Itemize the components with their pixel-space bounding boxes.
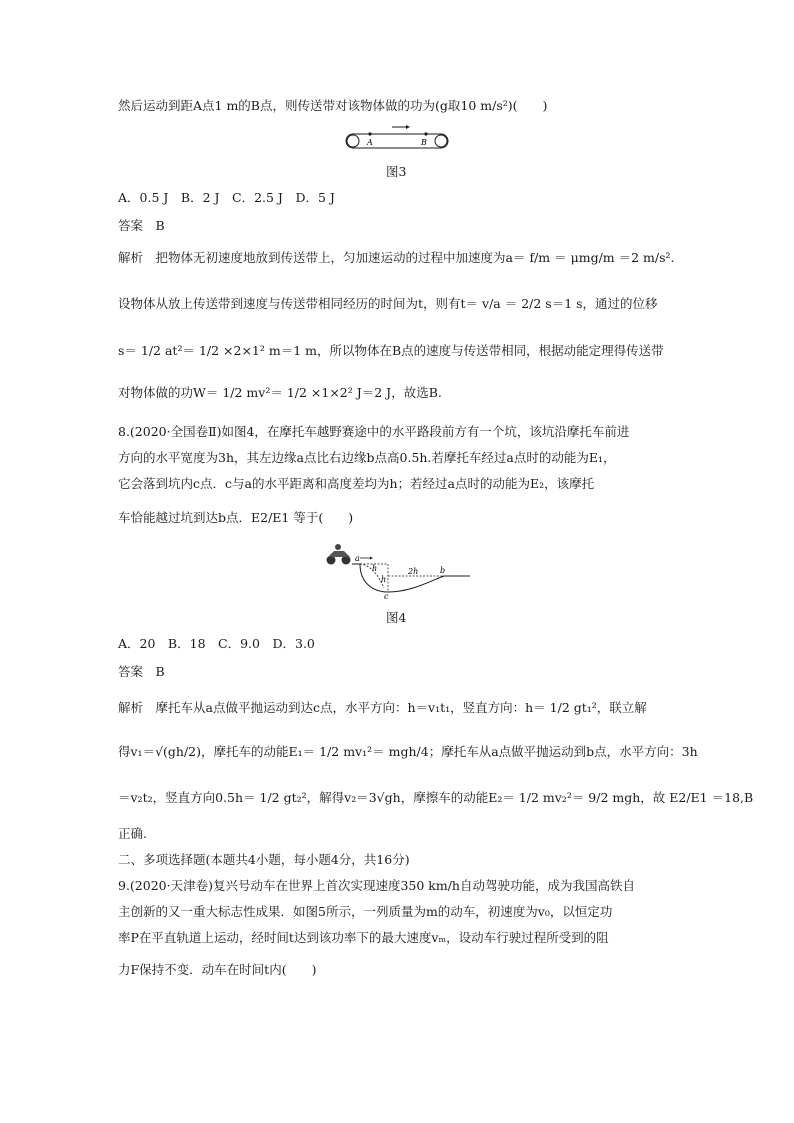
answer-label: 答案 [118,218,144,233]
q7-analysis-line-3: s＝ 1/2 at²＝ 1/2 ×2×1² m＝1 m，所以物体在B点的速度与传送带相同，根据动能定理得传送带 [118,343,664,358]
q8-analysis-line-4: 正确. [118,826,147,841]
q8-options: A．20 B．18 C．9.0 D．3.0 [118,636,315,651]
q7-answer [118,218,165,234]
analysis-label: 解析 [118,700,144,715]
fig-label-a: a [355,554,360,563]
q8-analysis-line-3: ＝v₂t₂，竖直方向0.5h＝ 1/2 gt₂²，解得v₂＝3√gh，摩擦车的动能E₂＝ 1/2 mv₂²＝ 9/2 mgh，故 E2/E1 ＝18,B [118,790,754,805]
figure-3-caption: 图3 [386,164,407,179]
q9-stem-line-2: 主创新的又一重大标志性成果．如图5所示，一列质量为m的动车，初速度为v₀，以恒定功 [118,904,613,919]
q9-stem-line-1: 9.(2020·天津卷)复兴号动车在世界上首次实现速度350 km/h自动驾驶功能，成为我国高铁自 [118,878,635,893]
fig-label-2h: 2h [408,567,419,576]
accel-equation: a＝ f/m ＝ μmg/m ＝2 m/s². [505,250,675,265]
answer-value: B [155,218,165,233]
q9-stem-line-3: 率P在平直轨道上运动，经时间t达到该功率下的最大速度vₘ，设动车行驶过程所受到的阻 [118,930,609,945]
q7-analysis-line-2: 设物体从放上传送带到速度与传送带相同经历的时间为t，则有t＝ v/a ＝ 2/2 s＝1 s，通过的位移 [118,296,658,311]
answer-label: 答案 [118,664,144,679]
fig-label-h1: h [372,564,378,573]
conveyor-belt-figure [342,122,452,152]
figure-4-caption: 图4 [386,610,407,625]
q8-answer [118,664,165,680]
q9-stem-line-4: 力F保持不变．动车在时间t内( ) [118,962,317,977]
q8-stem-line-4: 车恰能越过坑到达b点．E2/E1 等于( ) [118,510,354,525]
point-b-label: B [421,138,427,147]
q8-stem-line-1: 8.(2020·全国卷Ⅱ)如图4，在摩托车越野赛途中的水平路段前方有一个坑，该坑沿摩托车前进 [118,424,630,439]
q7-analysis-line-4: 对物体做的功W＝ 1/2 mv²＝ 1/2 ×1×2² J＝2 J，故选B. [118,385,442,400]
q8-analysis-line-2: 得v₁＝√(gh/2)，摩托车的动能E₁＝ 1/2 mv₁²＝ mgh/4；摩托车从a点做平抛运动到b点，水平方向：3h [118,744,698,759]
answer-value: B [155,664,165,679]
q7-stem-tail: 然后运动到距A点1 m的B点，则传送带对该物体做的功为(g取10 m/s²)( ) [118,98,548,113]
fig-label-c: c [384,592,389,600]
q8-stem-line-3: 它会落到坑内c点．c与a的水平距离和高度差均为h；若经过a点时的动能为E₂，该摩托 [118,476,595,491]
fig-label-h2: h [381,575,387,584]
section-2-heading: 二、多项选择题(本题共4小题，每小题4分，共16分) [118,852,410,867]
point-a-label: A [367,138,373,147]
q8-analysis-line-1: 解析 摩托车从a点做平抛运动到达c点，水平方向：h＝v₁t₁，竖直方向：h＝ 1/2 gt₁²，联立解 [118,700,647,715]
q8-stem-line-2: 方向的水平宽度为3h，其左边缘a点比右边缘b点高0.5h.若摩托车经过a点时的动能为E₁， [118,450,616,465]
q7-options: A．0.5 J B．2 J C．2.5 J D．5 J [118,190,335,205]
fig-label-b: b [440,566,446,575]
motorcycle-pit-figure [322,540,472,600]
q7-analysis-line-1: 解析 把物体无初速度地放到传送带上，匀加速运动的过程中加速度为a＝ f/m ＝ μmg/m ＝2 m/s². [118,250,675,265]
motorcycle-icon [327,544,351,565]
analysis-label: 解析 [118,250,144,265]
